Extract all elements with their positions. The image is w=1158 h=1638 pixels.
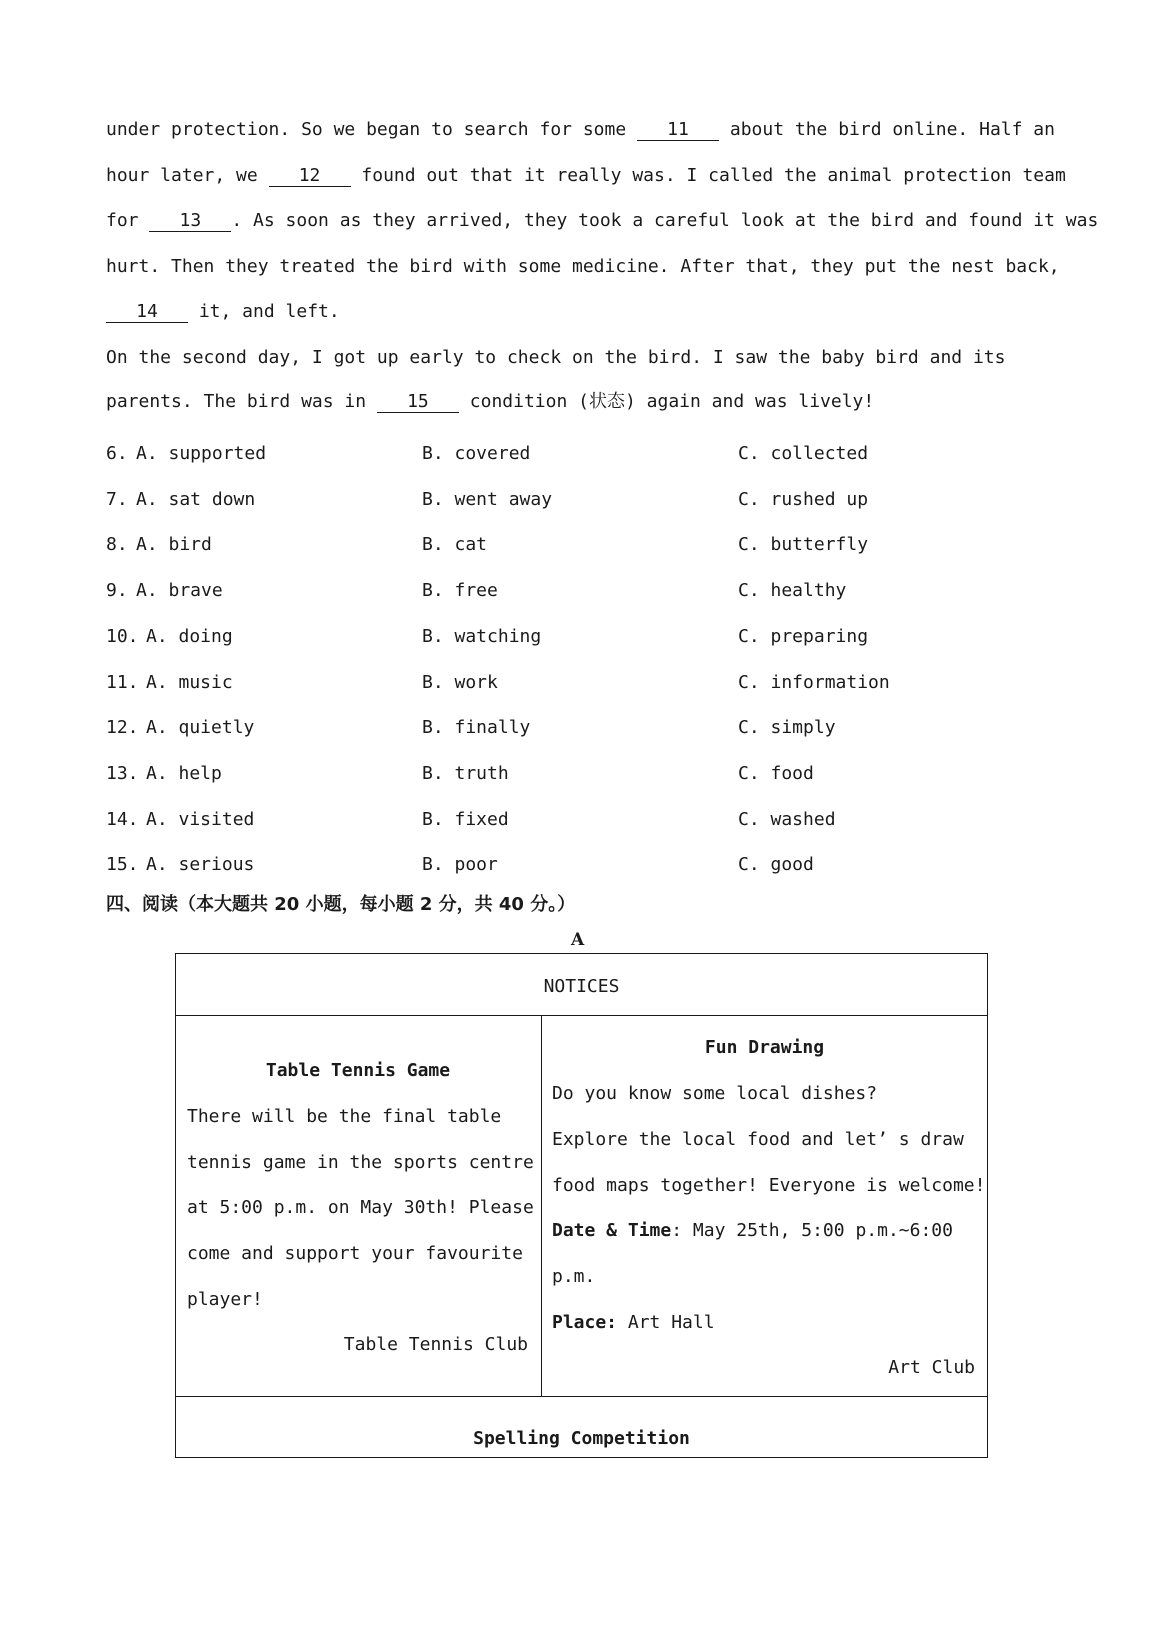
fun-drawing-line: food maps together! Everyone is welcome! <box>552 1175 986 1196</box>
table-tennis-line: come and support your favourite <box>187 1243 523 1264</box>
option-b: B. poor <box>422 854 498 875</box>
option-a: A. supported <box>136 443 267 464</box>
passage-line-1: under protection. So we began to search for some 11 about the bird online. Half an <box>106 119 1055 140</box>
passage-line-3: for 13 . As soon as they arrived, they took a careful look at the bird and found it was <box>106 210 1099 231</box>
option-number: 9. <box>106 580 128 601</box>
option-a: A. bird <box>136 534 212 555</box>
blank-12: 12 <box>269 166 351 187</box>
option-c: C. information <box>738 672 890 693</box>
fun-drawing-line: Explore the local food and let’ s draw <box>552 1129 964 1150</box>
fun-drawing-date-cont: p.m. <box>552 1266 596 1287</box>
table-tennis-line: There will be the final table <box>187 1106 502 1127</box>
fun-drawing-signature: Art Club <box>888 1357 975 1378</box>
option-b: B. covered <box>422 443 531 464</box>
section-heading: 四、阅读（本大题共 20 小题，每小题 2 分，共 40 分。） <box>106 894 576 915</box>
option-b: B. watching <box>422 626 542 647</box>
notices-title: NOTICES <box>543 976 620 997</box>
option-a: A. doing <box>146 626 233 647</box>
option-a: A. help <box>146 763 222 784</box>
option-a: A. quietly <box>146 717 255 738</box>
option-number: 8. <box>106 534 128 555</box>
table-tennis-line: tennis game in the sports centre <box>187 1152 534 1173</box>
table-tennis-signature: Table Tennis Club <box>343 1334 528 1355</box>
option-b: B. finally <box>422 717 531 738</box>
table-tennis-heading: Table Tennis Game <box>265 1060 451 1081</box>
option-b: B. went away <box>422 489 553 510</box>
part-letter: A <box>571 930 585 950</box>
option-a: A. sat down <box>136 489 256 510</box>
option-c: C. healthy <box>738 580 847 601</box>
table-tennis-line: player! <box>187 1289 263 1310</box>
option-b: B. work <box>422 672 498 693</box>
spelling-competition-heading: Spelling Competition <box>473 1428 690 1449</box>
option-c: C. preparing <box>738 626 869 647</box>
table-tennis-line: at 5:00 p.m. on May 30th! Please <box>187 1197 534 1218</box>
table-divider <box>541 1015 542 1397</box>
option-number: 13. <box>106 763 139 784</box>
table-divider <box>175 1015 988 1016</box>
option-a: A. visited <box>146 809 255 830</box>
option-b: B. free <box>422 580 498 601</box>
option-c: C. good <box>738 854 814 875</box>
option-a: A. serious <box>146 854 255 875</box>
passage-line-5: 14 it, and left. <box>106 301 340 323</box>
option-b: B. truth <box>422 763 509 784</box>
passage-line-2: hour later, we 12 found out that it really was. I called the animal protection team <box>106 165 1066 186</box>
option-c: C. rushed up <box>738 489 869 510</box>
option-number: 7. <box>106 489 128 510</box>
option-number: 12. <box>106 717 139 738</box>
option-number: 10. <box>106 626 139 647</box>
option-b: B. cat <box>422 534 488 555</box>
option-c: C. collected <box>738 443 869 464</box>
option-number: 14. <box>106 809 139 830</box>
option-c: C. butterfly <box>738 534 869 555</box>
option-number: 6. <box>106 443 128 464</box>
passage-line-6: On the second day, I got up early to check on the bird. I saw the baby bird and its <box>106 347 1006 368</box>
option-c: C. washed <box>738 809 836 830</box>
fun-drawing-heading: Fun Drawing <box>704 1037 825 1058</box>
passage-line-4: hurt. Then they treated the bird with some medicine. After that, they put the nest back, <box>106 256 1060 277</box>
blank-14: 14 <box>106 302 188 323</box>
option-c: C. food <box>738 763 814 784</box>
fun-drawing-date: Date & Time: May 25th, 5:00 p.m.~6:00 <box>552 1220 953 1241</box>
option-number: 15. <box>106 854 139 875</box>
option-a: A. brave <box>136 580 223 601</box>
fun-drawing-line: Do you know some local dishes? <box>552 1083 878 1104</box>
option-a: A. music <box>146 672 233 693</box>
blank-13: 13 <box>149 211 231 232</box>
option-number: 11. <box>106 672 139 693</box>
blank-11: 11 <box>637 120 719 141</box>
blank-15: 15 <box>377 392 459 413</box>
option-c: C. simply <box>738 717 836 738</box>
passage-line-7: parents. The bird was in 15 condition (状态) again and was lively! <box>106 391 875 412</box>
fun-drawing-place: Place: Art Hall <box>552 1312 715 1333</box>
table-divider <box>175 1396 988 1397</box>
option-b: B. fixed <box>422 809 509 830</box>
